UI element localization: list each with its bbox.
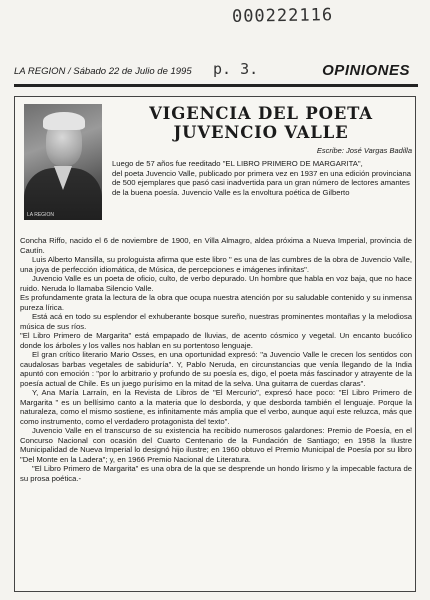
intro-paragraph: Luego de 57 años fue reeditado "EL LIBRO PRIMERO DE MARGARITA", (112, 159, 363, 168)
body-paragraph: Está acá en todo su esplendor el exhuberante bosque sureño, nuestras prominentes montañas y la melodiosa música de sus ríos. (20, 312, 412, 331)
article-title: VIGENCIA DEL POETA JUVENCIO VALLE (149, 104, 373, 142)
byline: Escribe: José Vargas Badilla (316, 146, 412, 155)
article-body (20, 236, 412, 483)
page-annotation: p. 3. (213, 60, 259, 78)
body-paragraph: Y, Ana María Larraín, en la Revista de Libros de "El Mercurio", expresó hace poco: "El Libro Primero de Margarita " es un bellísimo canto a la materia que lo desborda, y que desborda también el lenguaje. Porque la naturaleza, como el mismo sostiene, es infinitamente más amplia que el verbo, aunque aquí este reluzca, más que como instrumento, como el verdadero protagonista del texto". (20, 388, 412, 426)
author-photo (24, 104, 102, 220)
article-intro (112, 159, 412, 197)
body-paragraph: "El Libro Primero de Margarita" es una obra de la que se desprende un hondo lirismo y la impecable factura de su prosa poética.- (20, 464, 412, 483)
body-paragraph: Juvencio Valle en el transcurso de su existencia ha recibido numerosos galardones: Premio de Poesía, en el Concurso Nacional con ocasión del Cuarto Centenario de la Fundación de Santiago; en 1958 la Ilustre Municipalidad de Nueva Imperial lo designó hijo ilustre; en 1960 obtuvo el Premio Municipal de Poesía por su libro "Del Monte en la Ladera"; y, en 1966 Premio Nacional de Literatura. (20, 426, 412, 464)
newspaper-dateline: LA REGION / Sábado 22 de Julio de 1995 (14, 66, 192, 77)
body-paragraph: "El Libro Primero de Margarita" está empapado de lluvias, de acento cósmico y vegetal. Un encanto bucólico donde los árboles y los valles nos hablan en su portentoso lenguaje. (20, 331, 412, 350)
body-paragraph: Es profundamente grata la lectura de la obra que ocupa nuestra atención por su saludable contenido y su inmensa pureza lírica. (20, 293, 412, 312)
section-title: OPINIONES (322, 62, 410, 79)
intro-paragraph: del poeta Juvencio Valle, publicado por primera vez en 1937 en una edición provinciana de 500 ejemplares que pasó casi inadvertida para un gran número de lectores amantes de la buena poesía. Juvencio Valle es la envoltura poética de Gilberto (112, 168, 412, 197)
body-paragraph: Concha Riffo, nacido el 6 de noviembre de 1900, en Villa Almagro, aldea próxima a Nueva Imperial, provincia de Cautín. (20, 236, 412, 255)
body-paragraph: Luis Alberto Mansilla, su prologuista afirma que este libro " es una de las cumbres de la obra de Juvencio Valle, una joya de perfección idiomática, de Música, de percepciones e imágenes infinitas". (20, 255, 412, 274)
header-rule (14, 84, 418, 87)
body-paragraph: Juvencio Valle es un poeta de oficio, culto, de verbo depurado. Un hombre que habla en voz baja, que no hace ruido. Neruda lo llamaba Silencio Valle. (20, 274, 412, 293)
body-paragraph: El gran crítico literario Mario Osses, en una oportunidad expresó: "a Juvencio Valle le crecen los sentidos con caudalosas barbas vegetales de sabiduría". Y, Pablo Neruda, en circunstancias que venía llegando de la India apuntó con emoción : "por lo arbitrario y profundo de su poesía es, digo, el poeta más fascinador y atrayente de la poesía actual de Chile. Es un juego purísimo en la mitad de la selva. Una guitarra de cuerdas claras". (20, 350, 412, 388)
newspaper-header (14, 62, 418, 82)
photo-credit: LA REGION (27, 212, 54, 218)
archive-handwritten-number: 000222116 (231, 5, 334, 27)
